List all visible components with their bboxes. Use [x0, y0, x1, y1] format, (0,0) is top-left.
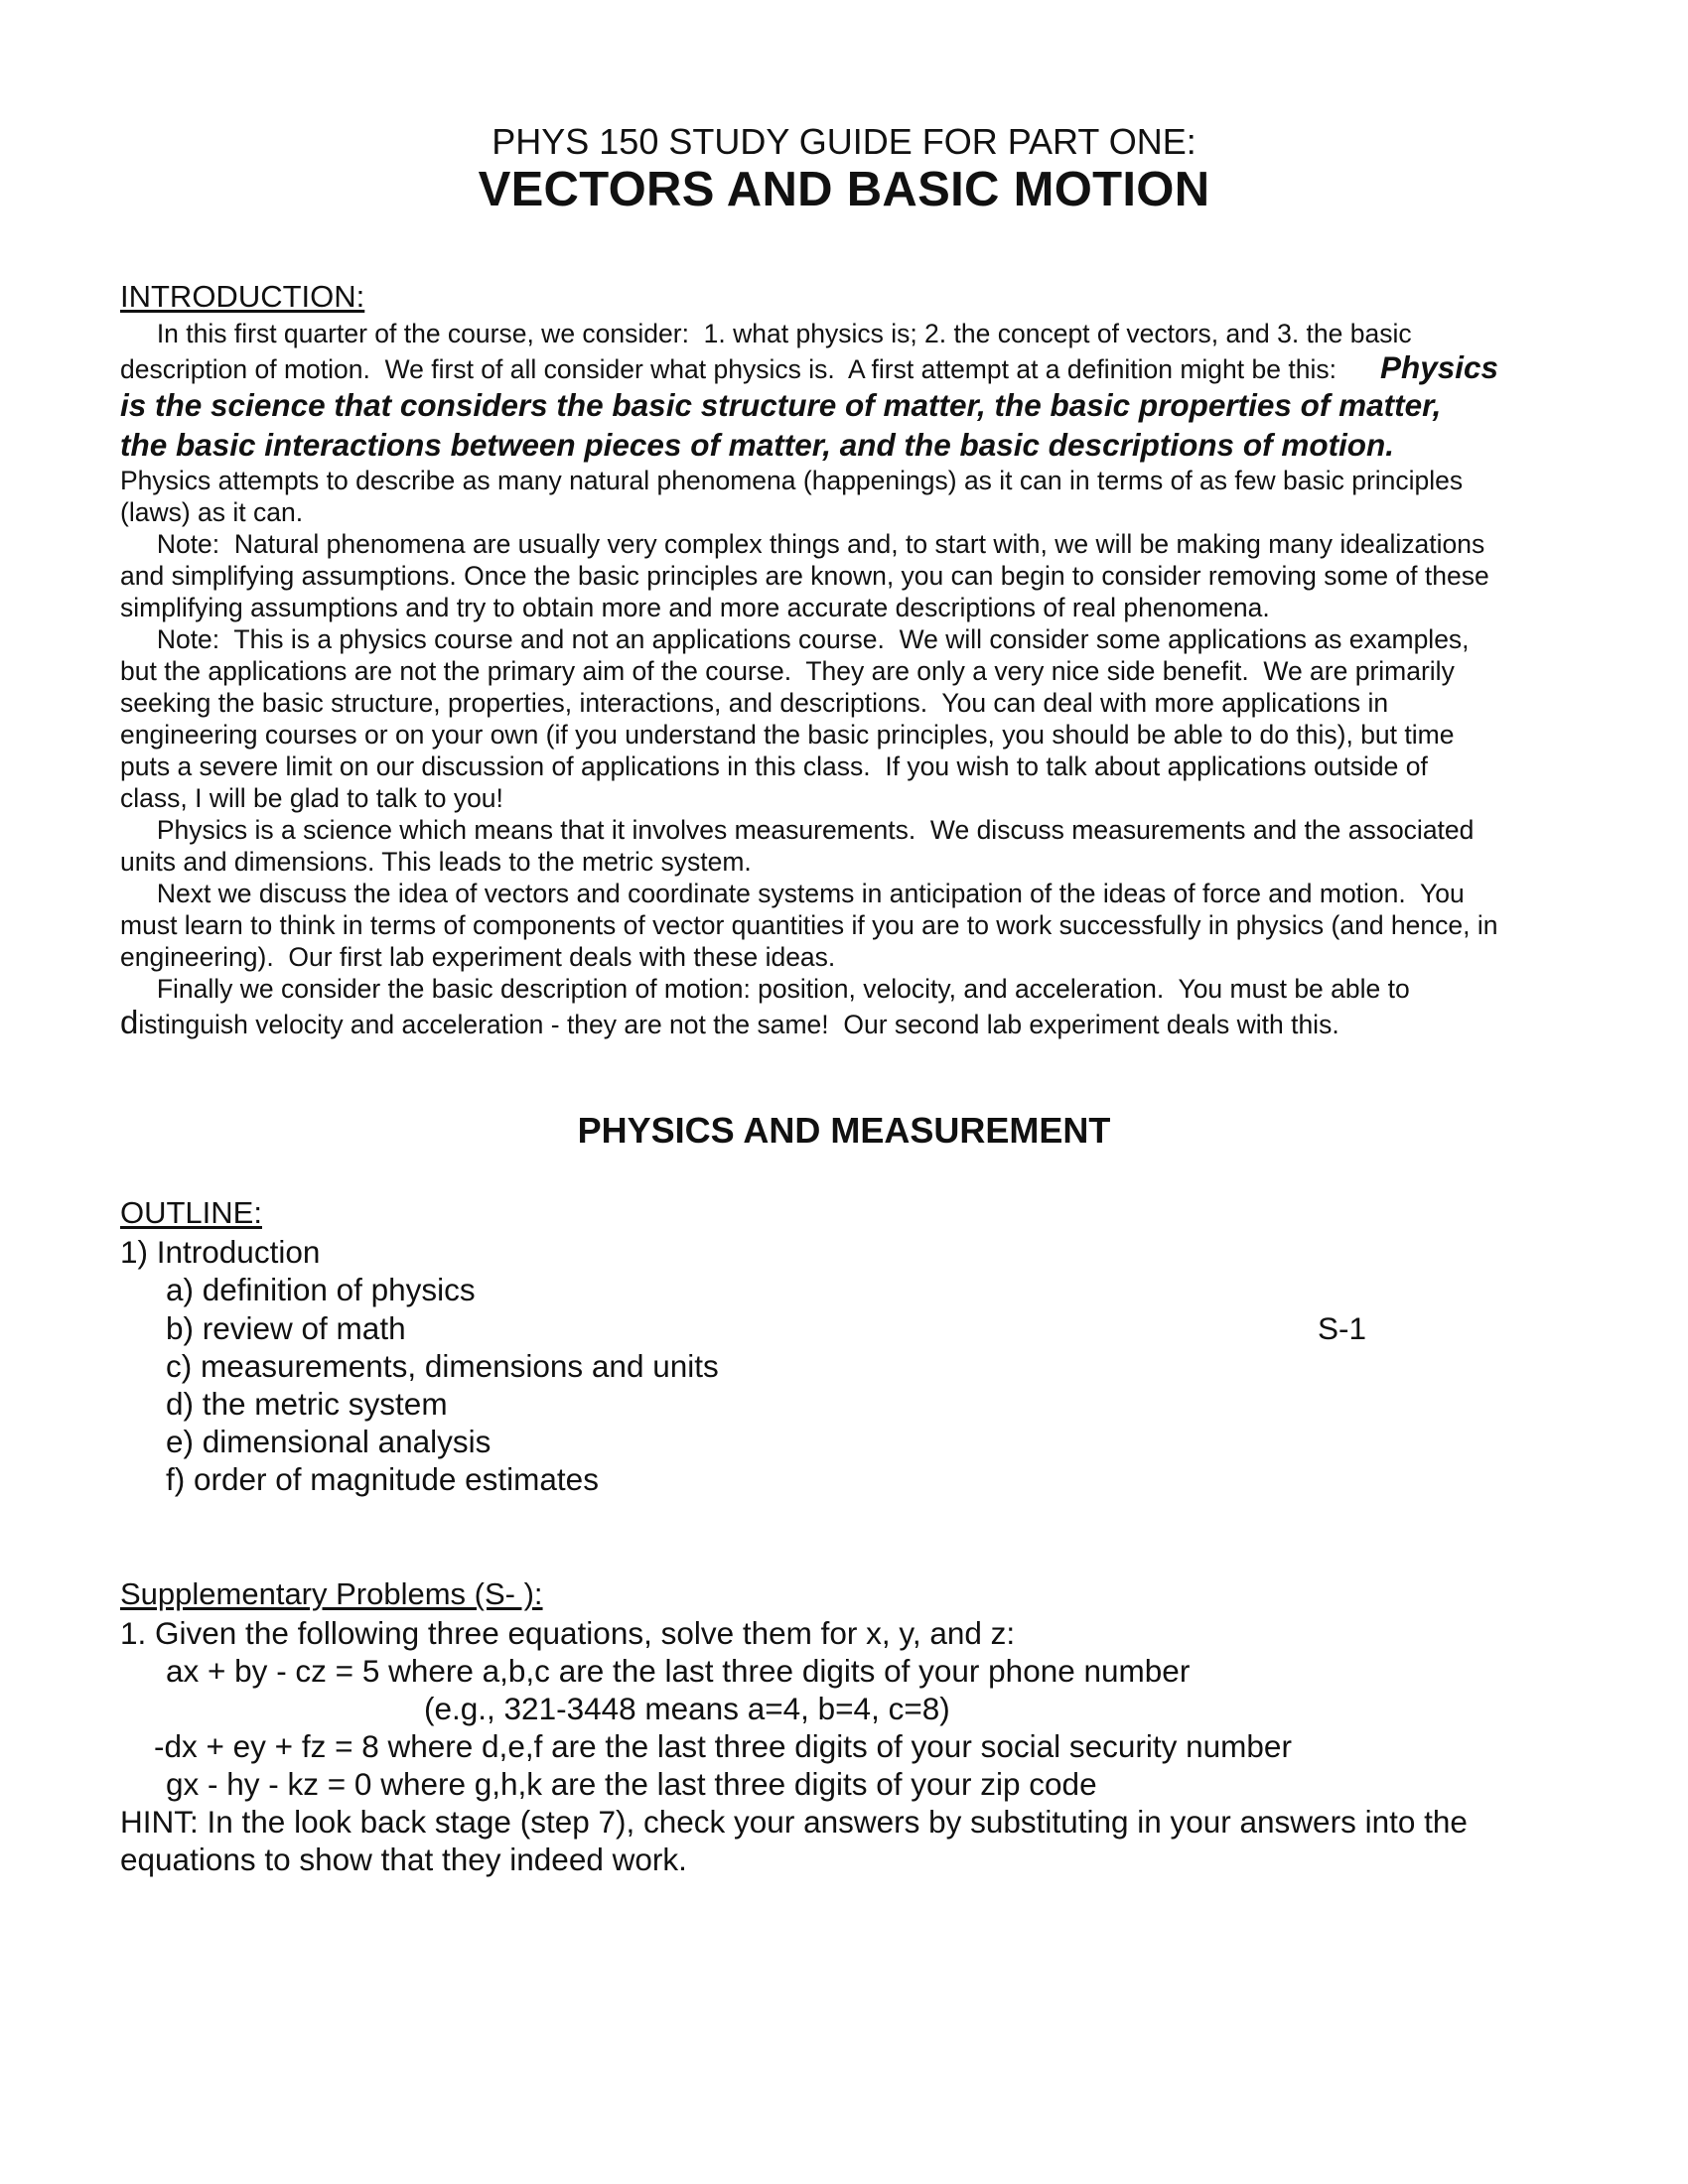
intro-line: but the applications are not the primary aim of the course. They are only a very nice side benefit. We are primarily: [120, 656, 1455, 686]
definition-start: Physics: [1379, 349, 1499, 385]
outline-item: e) dimensional analysis: [166, 1424, 492, 1459]
intro-line: seeking the basic structure, properties, interactions, and descriptions. You can deal with more applications in: [120, 688, 1389, 718]
intro-line: [120, 1005, 1570, 1040]
intro-line: (laws) as it can.: [120, 497, 304, 527]
hint-line: equations to show that they indeed work.: [120, 1842, 687, 1877]
intro-line: puts a severe limit on our discussion of applications in this class. If you wish to talk about applications outside of: [120, 751, 1428, 781]
outline-item: b) review of math: [166, 1310, 406, 1346]
intro-line: [120, 349, 1570, 385]
supplementary-heading: Supplementary Problems (S- ):: [120, 1576, 543, 1611]
supplementary-ref: S-1: [1318, 1310, 1367, 1346]
equation-example: (e.g., 321-3448 means a=4, b=4, c=8): [424, 1691, 950, 1726]
intro-line: Note: Natural phenomena are usually very complex things and, to start with, we will be making many idealizations: [120, 529, 1485, 559]
equation-line: ax + by - cz = 5 where a,b,c are the last three digits of your phone number: [166, 1653, 1191, 1689]
intro-line: engineering). Our first lab experiment deals with these ideas.: [120, 942, 836, 972]
definition-line: the basic interactions between pieces of matter, and the basic descriptions of motion.: [120, 427, 1395, 463]
intro-line: engineering courses or on your own (if you understand the basic principles, you should be able to do this), but time: [120, 720, 1455, 750]
intro-line: class, I will be glad to talk to you!: [120, 783, 503, 813]
intro-line: units and dimensions. This leads to the metric system.: [120, 847, 752, 877]
outline-item: c) measurements, dimensions and units: [166, 1348, 719, 1384]
intro-line: and simplifying assumptions. Once the basic principles are known, you can begin to consider removing some of these: [120, 561, 1489, 591]
outline-item: f) order of magnitude estimates: [166, 1461, 599, 1497]
intro-line: Physics attempts to describe as many natural phenomena (happenings) as it can in terms of as few basic principles: [120, 466, 1464, 495]
intro-line: Note: This is a physics course and not an applications course. We will consider some applications as examples,: [120, 624, 1470, 654]
section-heading: PHYSICS AND MEASUREMENT: [577, 1110, 1111, 1151]
outline-item: a) definition of physics: [166, 1272, 476, 1307]
definition-line: is the science that considers the basic structure of matter, the basic properties of matter,: [120, 387, 1442, 423]
intro-line: must learn to think in terms of components of vector quantities if you are to work successfully in physics (and hence, in: [120, 910, 1498, 940]
document-subtitle: PHYS 150 STUDY GUIDE FOR PART ONE:: [492, 121, 1196, 162]
document-title: VECTORS AND BASIC MOTION: [478, 163, 1210, 216]
intro-line: Physics is a science which means that it involves measurements. We discuss measurements and the associated: [120, 815, 1475, 845]
intro-line-text: description of motion. We first of all consider what physics is. A first attempt at a definition might be this:: [120, 354, 1336, 384]
hint-line: HINT: In the look back stage (step 7), check your answers by substituting in your answers into the: [120, 1804, 1468, 1840]
intro-line: Next we discuss the idea of vectors and coordinate systems in anticipation of the ideas of force and motion. You: [120, 879, 1465, 908]
intro-line-text: istinguish velocity and acceleration - they are not the same! Our second lab experiment deals with this.: [138, 1010, 1339, 1039]
outline-item: d) the metric system: [166, 1386, 448, 1422]
intro-line: Finally we consider the basic description of motion: position, velocity, and acceleration. You must be able to: [120, 974, 1410, 1004]
equation-line: gx - hy - kz = 0 where g,h,k are the last three digits of your zip code: [166, 1766, 1097, 1802]
outline-item: 1) Introduction: [120, 1234, 321, 1270]
introduction-heading: INTRODUCTION:: [120, 279, 365, 314]
drop-letter: d: [120, 1004, 139, 1040]
intro-line: In this first quarter of the course, we consider: 1. what physics is; 2. the concept of vectors, and 3. the basic: [120, 319, 1412, 348]
intro-line: simplifying assumptions and try to obtain more and more accurate descriptions of real phenomena.: [120, 593, 1270, 622]
introduction-body: [120, 318, 1570, 1040]
outline-heading: OUTLINE:: [120, 1195, 262, 1230]
problem-line: 1. Given the following three equations, solve them for x, y, and z:: [120, 1615, 1016, 1651]
equation-line: -dx + ey + fz = 8 where d,e,f are the last three digits of your social security number: [154, 1728, 1292, 1764]
